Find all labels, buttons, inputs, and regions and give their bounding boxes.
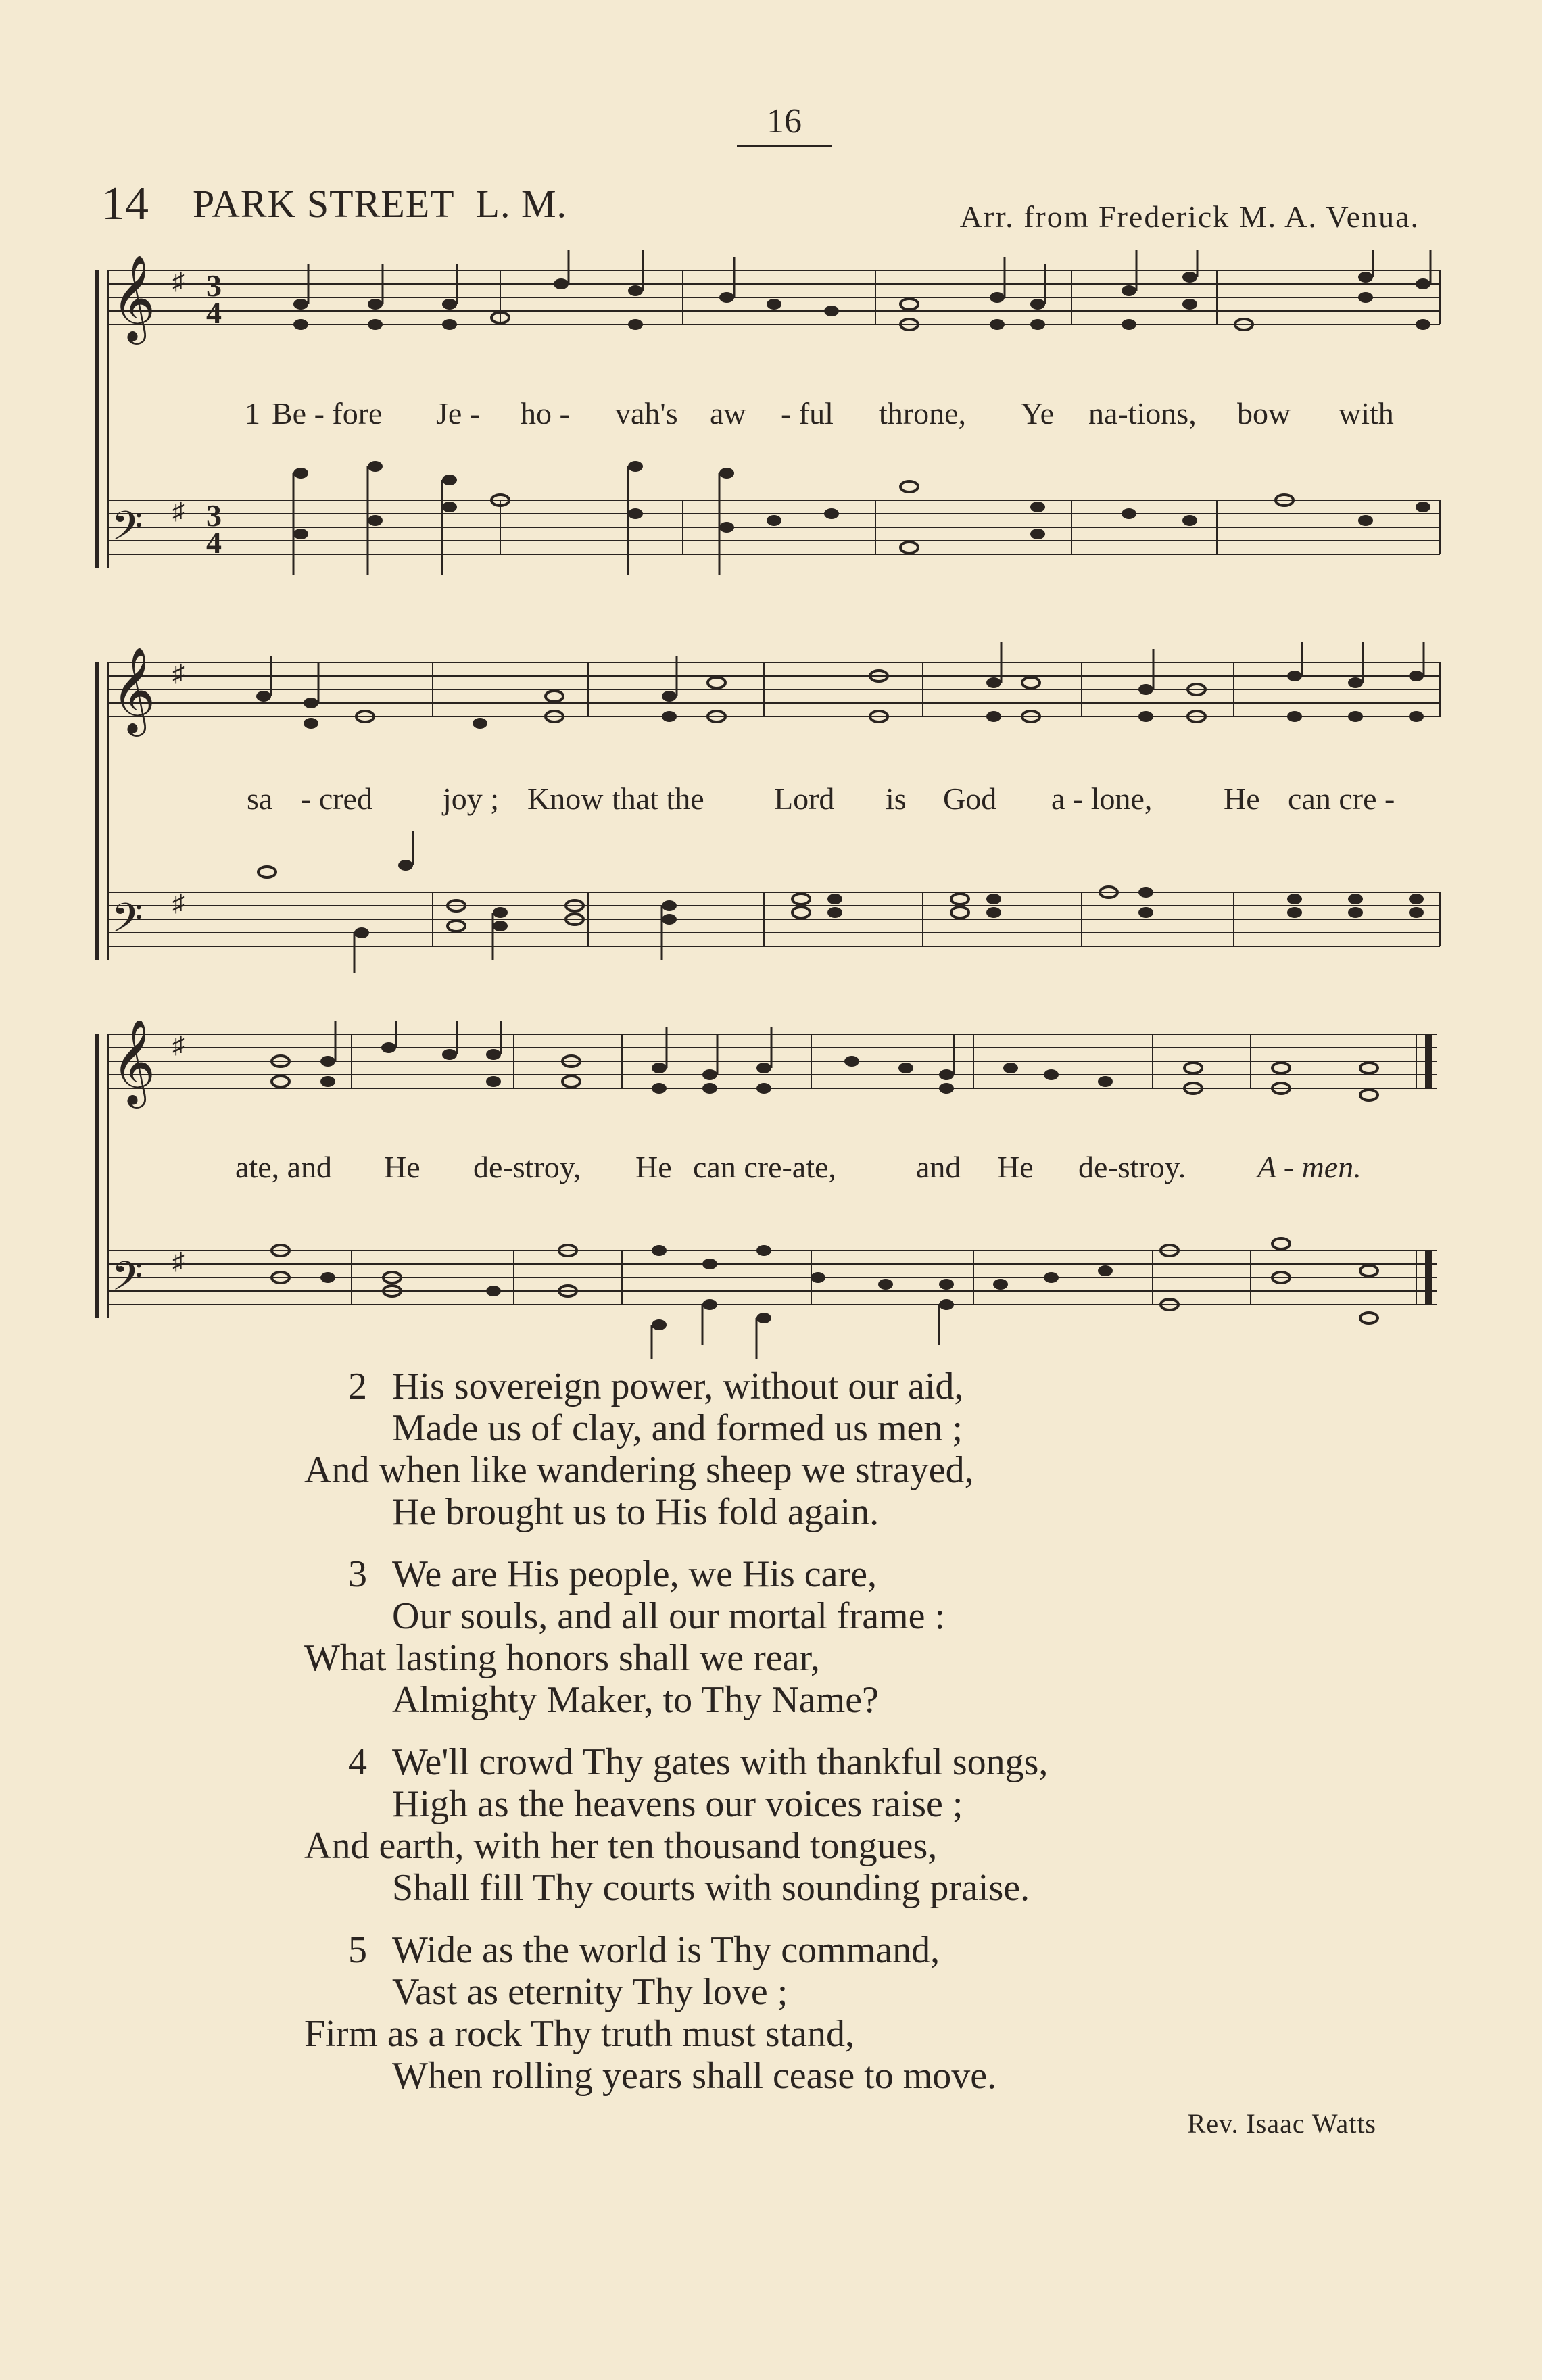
hymn-header <box>101 177 1420 234</box>
svg-text:𝄞: 𝄞 <box>112 1021 156 1104</box>
meter: L. M. <box>475 182 568 226</box>
verse-text: We are His people, we His care, <box>392 1553 877 1595</box>
verse-text: We'll crowd Thy gates with thankful songs, <box>392 1741 1049 1783</box>
svg-text:3: 3 <box>206 268 222 303</box>
verse-text: And earth, with her ten thousand tongues, <box>304 1825 938 1867</box>
verse-text: High as the heavens our voices raise ; <box>392 1783 963 1825</box>
verse-line <box>304 1637 1430 1679</box>
verse-text: Wide as the world is Thy command, <box>392 1929 940 1971</box>
verse-line <box>304 2013 1430 2055</box>
verse-number: 4 <box>348 1741 367 1783</box>
svg-text:♯: ♯ <box>172 890 185 917</box>
lyric-syllable: bow <box>1237 396 1291 431</box>
verse-4 <box>304 1741 1430 1909</box>
lyric-syllable: that the <box>612 781 704 816</box>
svg-text:𝄞: 𝄞 <box>112 646 156 733</box>
svg-text:♯: ♯ <box>172 660 185 687</box>
lyric-verse-number: 1 <box>245 396 260 431</box>
verse-line <box>348 1971 1430 2013</box>
verse-text: And when like wandering sheep we strayed, <box>304 1449 974 1491</box>
verse-line <box>348 1679 1430 1721</box>
verse-line <box>304 1825 1430 1867</box>
verse-number: 3 <box>348 1553 367 1595</box>
lyric-syllable: joy ; <box>443 781 500 816</box>
lyric-syllable: aw <box>710 396 746 431</box>
tune-name: PARK STREET <box>193 182 455 226</box>
svg-text:4: 4 <box>206 525 222 560</box>
music-system-2 <box>95 642 1447 980</box>
verse-line <box>348 1867 1430 1909</box>
lyric-syllable: sa <box>247 781 273 816</box>
lyric-syllable: Je - <box>436 396 481 431</box>
author-credit: Rev. Isaac Watts <box>1187 2108 1376 2139</box>
verse-text: He brought us to His fold again. <box>392 1491 880 1533</box>
verse-2 <box>304 1365 1430 1533</box>
score-staves-3 <box>95 1021 1447 1359</box>
verse-line <box>348 1365 1430 1407</box>
hymn-title <box>193 181 567 226</box>
lyric-syllable: throne, <box>879 396 967 431</box>
verse-line <box>348 1783 1430 1825</box>
lyric-syllable: and <box>916 1150 961 1184</box>
verse-text: Vast as eternity Thy love ; <box>392 1971 788 2013</box>
lyric-syllable: He <box>384 1150 420 1184</box>
music-system-3 <box>95 1021 1447 1359</box>
hymn-number: 14 <box>101 178 149 230</box>
lyric-syllable: Lord <box>774 781 835 816</box>
lyric-syllable: de-stroy, <box>473 1150 581 1184</box>
verse-text: Shall fill Thy courts with sounding praise. <box>392 1867 1030 1909</box>
lyric-syllable: na-tions, <box>1088 396 1197 431</box>
verse-text: What lasting honors shall we rear, <box>304 1637 820 1679</box>
verse-text: His sovereign power, without our aid, <box>392 1365 964 1407</box>
verse-text: Firm as a rock Thy truth must stand, <box>304 2013 854 2055</box>
svg-text:♯: ♯ <box>172 1248 185 1275</box>
verse-line <box>304 1449 1430 1491</box>
verse-line <box>348 1595 1430 1637</box>
verse-line <box>348 1741 1430 1783</box>
lyric-syllable: can cre-ate, <box>693 1150 836 1184</box>
lyric-syllable: Ye <box>1021 396 1055 431</box>
lyric-syllable: with <box>1339 396 1394 431</box>
music-system-1 <box>95 250 1447 581</box>
lyric-syllable: He <box>1224 781 1260 816</box>
lyric-syllable: is <box>886 781 907 816</box>
lyric-syllable: Be - fore <box>272 396 383 431</box>
lyric-syllable: Know <box>527 781 604 816</box>
svg-text:𝄢: 𝄢 <box>112 1253 143 1309</box>
lyric-syllable: a - lone, <box>1051 781 1153 816</box>
verse-line <box>348 1929 1430 1971</box>
svg-text:♯: ♯ <box>172 1031 185 1059</box>
verse-line <box>348 1553 1430 1595</box>
svg-text:♯: ♯ <box>172 497 185 525</box>
svg-text:𝄞: 𝄞 <box>112 254 156 341</box>
lyric-syllable: He <box>635 1150 672 1184</box>
lyric-syllable: ho - <box>521 396 570 431</box>
verse-text: Made us of clay, and formed us men ; <box>392 1407 963 1449</box>
page-number: 16 <box>737 101 832 147</box>
svg-text:𝄢: 𝄢 <box>112 502 143 559</box>
verse-3 <box>304 1553 1430 1721</box>
verse-5 <box>304 1929 1430 2097</box>
svg-text:3: 3 <box>206 498 222 533</box>
lyric-syllable: God <box>943 781 997 816</box>
svg-text:♯: ♯ <box>172 268 185 295</box>
verse-text: Almighty Maker, to Thy Name? <box>392 1679 879 1721</box>
lyric-syllable: ate, and <box>235 1150 333 1184</box>
verse-number: 5 <box>348 1929 367 1971</box>
lyric-syllable: - ful <box>781 396 834 431</box>
lyric-syllable: vah's <box>615 396 678 431</box>
lyric-syllable: de-stroy. <box>1078 1150 1186 1184</box>
verse-number: 2 <box>348 1365 367 1407</box>
verses <box>304 1365 1430 2117</box>
verse-line <box>348 2055 1430 2097</box>
lyric-syllable: He <box>997 1150 1034 1184</box>
verse-text: Our souls, and all our mortal frame : <box>392 1595 946 1637</box>
svg-text:𝄢: 𝄢 <box>112 894 143 951</box>
verse-text: When rolling years shall cease to move. <box>392 2055 997 2097</box>
lyric-syllable: - cred <box>301 781 372 816</box>
arranger-credit: Arr. from Frederick M. A. Venua. <box>959 199 1420 234</box>
verse-line <box>348 1407 1430 1449</box>
svg-text:4: 4 <box>206 295 222 330</box>
verse-line <box>348 1491 1430 1533</box>
lyric-amen: A - men. <box>1257 1150 1362 1184</box>
lyric-syllable: can cre - <box>1288 781 1395 816</box>
